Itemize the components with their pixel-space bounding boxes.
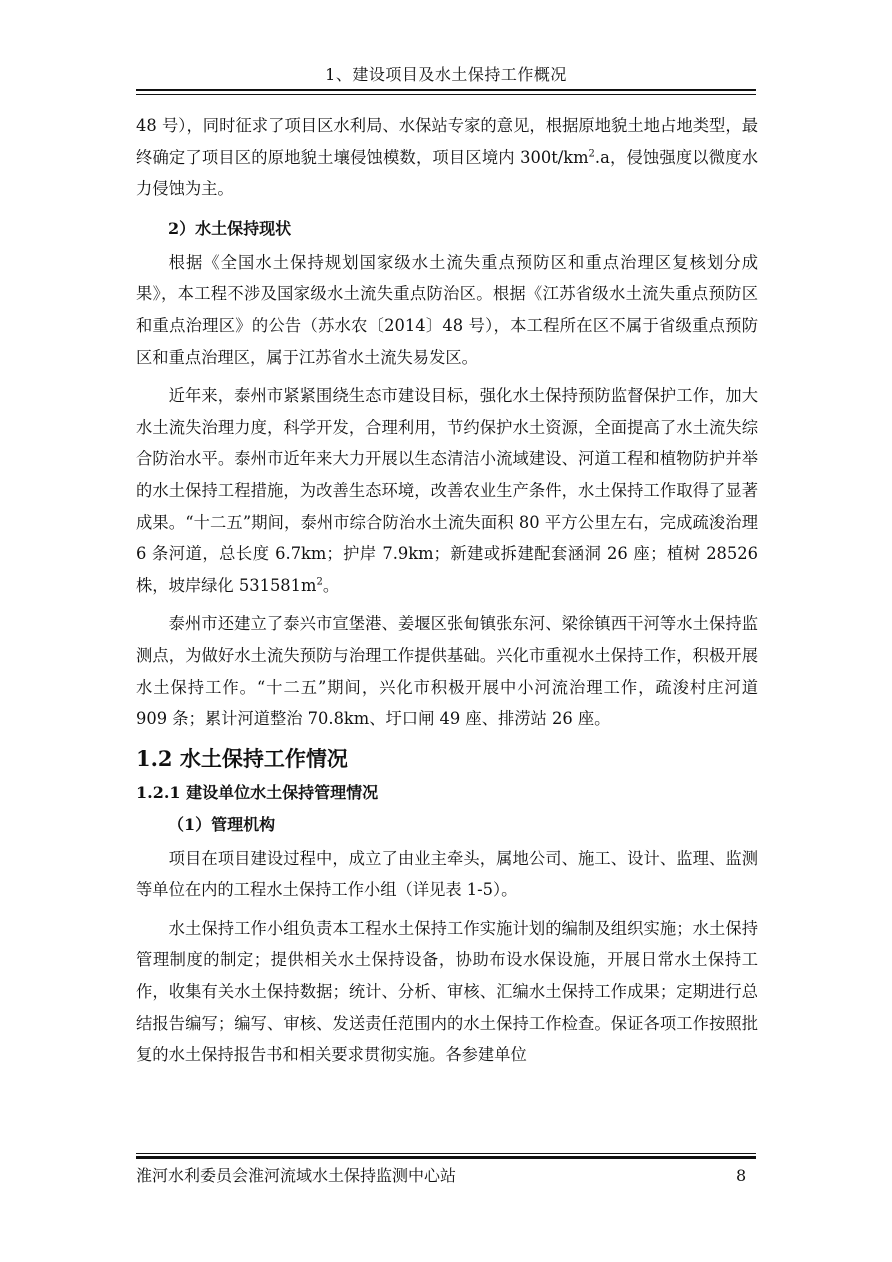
paragraph-group-duties: 水土保持工作小组负责本工程水土保持工作实施计划的编制及组织实施；水土保持管理制度的制定；提供相关水土保持设备，协助布设水保设施，开展日常水土保持工作，收集有关水土保持数据；统计、分析、审核、汇编水土保持工作成果；定期进行总结报告编写；编写、审核、发送责任范围内的水土保持工作检查。保证各项工作按照批复的水土保持报告书和相关要求贯彻实施。各参建单位 (136, 918, 758, 1065)
paragraph-monitoring-points: 泰州市还建立了泰兴市宣堡港、姜堰区张甸镇张东河、梁徐镇西干河等水土保持监测点，为做好水土流失预防与治理工作提供基础。兴化市重视水土保持工作，积极开展水土保持工作。“十二五”期间，兴化市积极开展中小河流治理工作，疏浚村庄河道 909 条；累计河道整治 70.8km、圩口闸 49 座、排涝站 26 座。 (136, 614, 758, 729)
page-header-title: 1、建设项目及水土保持工作概况 (325, 65, 567, 84)
subsection-heading-1-2-1: 1.2.1 建设单位水土保持管理情况 (136, 782, 379, 802)
page-number: 8 (736, 1166, 747, 1185)
footer-organization: 淮河水利委员会淮河流域水土保持监测中心站 (136, 1166, 457, 1185)
page-body (136, 110, 758, 1071)
header-rule-thick (136, 89, 756, 91)
paragraph-taizhou-progress: 近年来，泰州市紧紧围绕生态市建设目标，强化水土保持预防监督保护工作，加大水土流失治理力度，科学开发，合理利用，节约保护水土资源，全面提高了水土流失综合防治水平。泰州市近年来大力开展以生态清洁小流域建设、河道工程和植物防护并举的水土保持工程措施，为改善生态环境，改善农业生产条件，水土保持工作取得了显著成果。“十二五”期间，泰州市综合防治水土流失面积 80 平方公里左右，完成疏浚治理 6 条河道，总长度 6.7km；护岸 7.9km；新建或拆建配套涵洞 26 座；植树 28526 株，坡岸绿化 $531581m^2$。 (136, 386, 758, 595)
paragraph-prevention-zones: 根据《全国水土保持规划国家级水土流失重点预防区和重点治理区复核划分成果》，本工程不涉及国家级水土流失重点防治区。根据《江苏省级水土流失重点预防区和重点治理区》的公告（苏水农〔2014〕48 号），本工程所在区不属于省级重点预防区和重点治理区，属于江苏省水土流失易发区。 (136, 252, 758, 367)
footer-rule-thin (136, 1153, 756, 1154)
footer-rule-thick (136, 1156, 756, 1159)
heading-soil-status: 2）水土保持现状 (168, 218, 292, 238)
paragraph-working-group: 项目在项目建设过程中，成立了由业主牵头，属地公司、施工、设计、监理、监测等单位在内的工程水土保持工作小组（详见表 1-5）。 (136, 848, 758, 900)
heading-management-org: （1）管理机构 (168, 814, 276, 834)
paragraph-erosion: 48 号），同时征求了项目区水利局、水保站专家的意见，根据原地貌土地占地类型，最终确定了项目区的原地貌土壤侵蚀模数，项目区境内 $300t/km^2.a$，侵蚀强度以微度水力侵蚀为主。 (136, 116, 758, 199)
header-rule-thin (136, 94, 756, 95)
section-heading-1-2: 1.2 水土保持工作情况 (136, 745, 348, 771)
